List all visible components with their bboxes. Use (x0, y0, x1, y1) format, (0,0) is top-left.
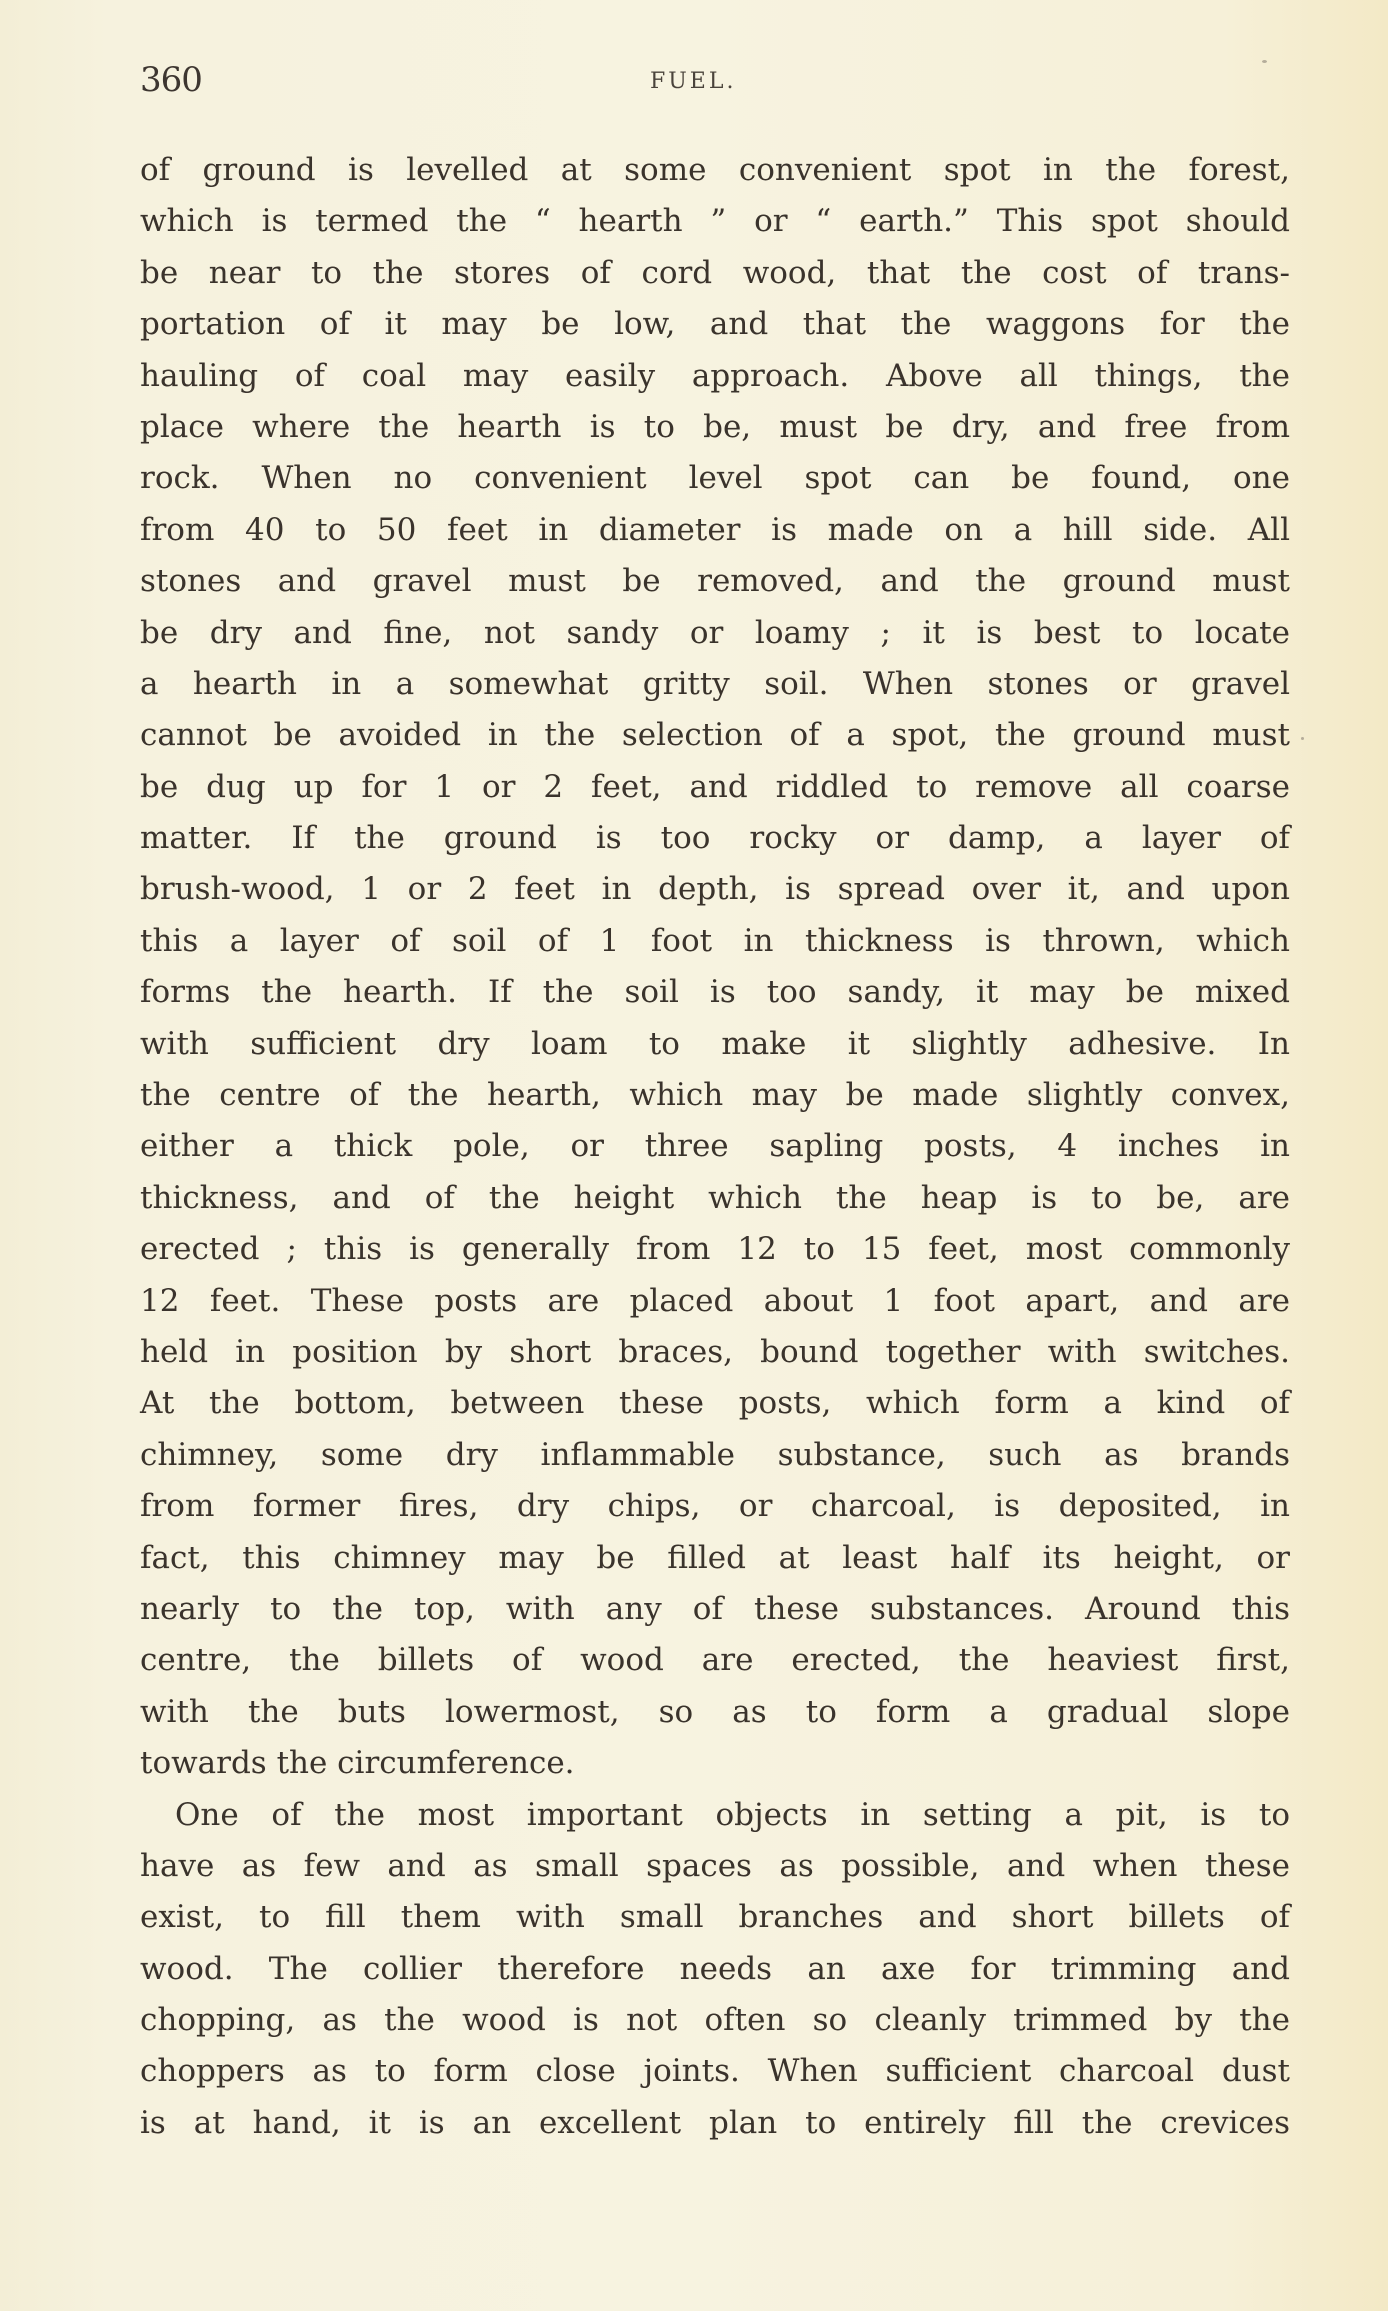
text-line: exist, to fill them with small branches and short billets of (140, 1899, 1290, 1936)
text-line: held in position by short braces, bound together with switches. (140, 1333, 1290, 1370)
text-line: be near to the stores of cord wood, that the cost of trans- (140, 254, 1290, 291)
text-line: matter. If the ground is too rocky or damp, a layer of (140, 820, 1290, 857)
text-line: brush-wood, 1 or 2 feet in depth, is spread over it, and upon (140, 871, 1290, 908)
text-line: with the buts lowermost, so as to form a gradual slope (140, 1693, 1290, 1730)
text-line: from former fires, dry chips, or charcoal, is deposited, in (140, 1488, 1290, 1525)
text-line: erected ; this is generally from 12 to 15 feet, most commonly (140, 1231, 1290, 1268)
text-line: either a thick pole, or three sapling posts, 4 inches in (140, 1128, 1290, 1165)
body-text (140, 145, 1290, 2149)
text-line: fact, this chimney may be filled at least half its height, or (140, 1539, 1290, 1576)
text-line: nearly to the top, with any of these substances. Around this (140, 1590, 1290, 1627)
text-line: centre, the billets of wood are erected, the heaviest first, (140, 1642, 1290, 1679)
text-line-paragraph-end: towards the circumference. (140, 1745, 575, 1782)
text-line: wood. The collier therefore needs an axe for trimming and (140, 1950, 1290, 1987)
text-line: have as few and as small spaces as possible, and when these (140, 1847, 1290, 1884)
text-line: portation of it may be low, and that the waggons for the (140, 306, 1290, 343)
text-line: be dug up for 1 or 2 feet, and riddled to remove all coarse (140, 768, 1290, 805)
running-title: FUEL. (650, 69, 737, 94)
text-line: At the bottom, between these posts, which form a kind of (140, 1385, 1290, 1422)
text-line: place where the hearth is to be, must be dry, and free from (140, 408, 1290, 445)
page-number: 360 (140, 60, 202, 100)
text-line: which is termed the “ hearth ” or “ earth.” This spot should (140, 203, 1290, 240)
text-line: be dry and fine, not sandy or loamy ; it is best to locate (140, 614, 1290, 651)
text-line: the centre of the hearth, which may be made slightly convex, (140, 1077, 1290, 1114)
paper-speck (1301, 737, 1304, 740)
text-line: choppers as to form close joints. When sufficient charcoal dust (140, 2053, 1290, 2090)
text-line: forms the hearth. If the soil is too sandy, it may be mixed (140, 974, 1290, 1011)
text-line: chimney, some dry inflammable substance, such as brands (140, 1436, 1290, 1473)
paper-speck (1262, 60, 1267, 63)
running-head (140, 58, 1290, 102)
text-line: with sufficient dry loam to make it slightly adhesive. In (140, 1025, 1290, 1062)
text-line: stones and gravel must be removed, and the ground must (140, 563, 1290, 600)
text-line: chopping, as the wood is not often so cleanly trimmed by the (140, 2002, 1290, 2039)
text-line: 12 feet. These posts are placed about 1 foot apart, and are (140, 1282, 1290, 1319)
text-line: thickness, and of the height which the heap is to be, are (140, 1179, 1290, 1216)
text-line: cannot be avoided in the selection of a spot, the ground must (140, 717, 1290, 754)
text-line: a hearth in a somewhat gritty soil. When stones or gravel (140, 665, 1290, 702)
text-line: this a layer of soil of 1 foot in thickness is thrown, which (140, 922, 1290, 959)
text-line: rock. When no convenient level spot can be found, one (140, 460, 1290, 497)
text-line: is at hand, it is an excellent plan to entirely fill the crevices (140, 2104, 1290, 2141)
text-line-paragraph-start: One of the most important objects in setting a pit, is to (175, 1796, 1290, 1833)
text-line: of ground is levelled at some convenient spot in the forest, (140, 152, 1290, 188)
text-line: hauling of coal may easily approach. Above all things, the (140, 357, 1290, 394)
text-line: from 40 to 50 feet in diameter is made on a hill side. All (140, 511, 1290, 548)
